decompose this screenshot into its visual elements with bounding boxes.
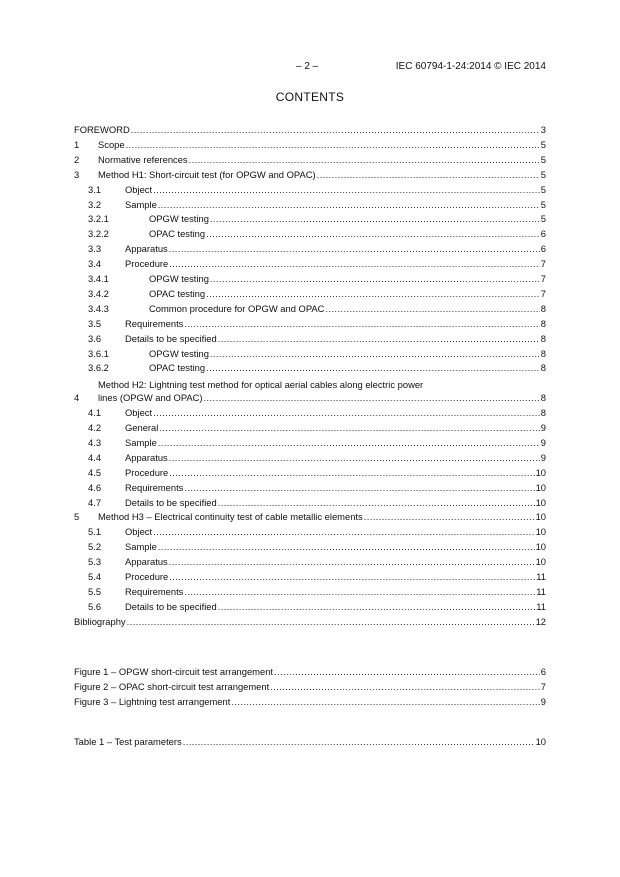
toc-entry-number: 4.7: [88, 496, 102, 508]
toc-entry-number: 5.2: [88, 541, 102, 553]
toc-entry-title: Requirements: [125, 317, 184, 329]
dot-leader: [153, 183, 540, 196]
toc-entry-page: 5: [540, 198, 546, 210]
dot-leader: [169, 242, 540, 255]
toc-entry-title: Scope: [98, 138, 125, 150]
toc-entry-page: 11: [536, 600, 546, 612]
toc-entry[interactable]: [74, 585, 546, 598]
toc-entry-number: 3.6.2: [88, 362, 109, 374]
toc-entry-page: 10: [535, 511, 546, 523]
toc-entry-title: Table 1 – Test parameters: [74, 736, 182, 747]
toc-entry-title: OPAC testing: [149, 362, 206, 374]
toc-entry-number: 4.5: [88, 466, 102, 478]
dot-leader: [204, 391, 540, 404]
dot-leader: [210, 212, 540, 225]
toc-entry-page: 8: [540, 362, 546, 374]
dot-leader: [183, 735, 535, 748]
dot-leader: [153, 406, 540, 419]
toc-entry-number: 3.4: [88, 258, 102, 270]
toc-entry[interactable]: [74, 242, 546, 255]
toc-entry-page: 5: [540, 213, 546, 225]
toc-entry-page: 5: [540, 153, 546, 165]
dot-leader: [126, 138, 540, 151]
dot-leader: [210, 347, 540, 360]
toc-entry-page: 7: [540, 258, 546, 270]
toc-entry-page: 5: [540, 183, 546, 195]
toc-entry-number: 4.3: [88, 436, 102, 448]
toc-entry-title: Sample: [125, 198, 157, 210]
toc-entry-title: Figure 3 – Lightning test arrangement: [74, 695, 231, 707]
toc-entry-title: Apparatus: [125, 451, 168, 463]
table-entry[interactable]: [74, 735, 546, 748]
toc-entry-title: General: [125, 422, 159, 433]
toc-entry-page: 10: [535, 736, 546, 747]
dot-leader: [184, 585, 535, 598]
toc-entry-page: 9: [540, 422, 546, 433]
toc-entry-title: Normative references: [98, 153, 188, 165]
toc-entry-title: OPGW testing: [149, 273, 209, 284]
toc-entry-page: 12: [535, 615, 546, 627]
toc-entry[interactable]: [74, 496, 546, 509]
toc-entry-number: 5.5: [88, 585, 102, 597]
dot-leader: [169, 466, 534, 479]
toc-entry[interactable]: [74, 153, 546, 166]
toc-entry-page: 7: [540, 273, 546, 284]
toc-entry-number: 2: [74, 153, 80, 165]
toc-entry-number: 4: [74, 392, 80, 404]
toc-entry-title: lines (OPGW and OPAC): [98, 392, 203, 404]
dot-leader: [169, 570, 535, 583]
toc-entry[interactable]: [74, 272, 546, 285]
toc-entry-title: Procedure: [125, 466, 169, 478]
toc-entry-page: 8: [540, 317, 546, 329]
toc-entry-number: 3.4.2: [88, 287, 109, 299]
toc-entry-page: 11: [536, 571, 546, 582]
toc-entry[interactable]: [74, 421, 546, 434]
toc-entry-number: 4.1: [88, 407, 102, 419]
toc-entry-title: Figure 2 – OPAC short-circuit test arrangement: [74, 680, 270, 692]
toc-entry-title: Procedure: [125, 258, 169, 270]
toc-entry[interactable]: [74, 287, 546, 300]
toc-entry[interactable]: [74, 227, 546, 240]
toc-entry-title: Requirements: [125, 585, 184, 597]
toc-entry[interactable]: [74, 138, 546, 151]
toc-entry-page: 8: [540, 347, 546, 359]
toc-entry-title: Object: [125, 183, 153, 195]
dot-leader: [325, 302, 539, 315]
toc-entry-number: 5.4: [88, 571, 102, 582]
dot-leader: [231, 695, 539, 708]
toc-entry-title: Details to be specified: [125, 600, 217, 612]
toc-entry-number: 3.2.1: [88, 213, 109, 225]
toc-entry[interactable]: [74, 257, 546, 270]
toc-entry[interactable]: [74, 600, 546, 613]
toc-entry[interactable]: [74, 168, 546, 181]
toc-entry-number: 3.6.1: [88, 347, 109, 359]
page-number: – 2 –: [296, 61, 319, 72]
toc-entry[interactable]: [74, 436, 546, 449]
toc-entry[interactable]: [74, 525, 546, 538]
dot-leader: [274, 665, 540, 678]
toc-entry-page: 7: [540, 680, 546, 692]
toc-entry[interactable]: [74, 212, 546, 225]
toc-entry-number: 5.1: [88, 526, 102, 538]
dot-leader: [159, 421, 539, 434]
toc-entry-page: 10: [535, 526, 546, 538]
toc-entry-title: Apparatus: [125, 556, 168, 568]
dot-leader: [131, 123, 540, 136]
toc-entry-title: Object: [125, 526, 153, 538]
toc-entry-title: Procedure: [125, 571, 169, 582]
toc-entry[interactable]: [74, 451, 546, 464]
toc-entry-number: 1: [74, 138, 80, 150]
toc-entry-title: Method H1: Short-circuit test (for OPGW and OPAC): [98, 168, 316, 180]
dot-leader: [218, 600, 536, 613]
toc-entry-title-line1: Method H2: Lightning test method for optical aerial cables along electric power: [98, 379, 424, 391]
toc-entry-title: OPGW testing: [149, 347, 209, 359]
toc-entry-title: Object: [125, 407, 153, 419]
dot-leader: [189, 153, 540, 166]
toc-entry[interactable]: [74, 317, 546, 330]
contents-title: CONTENTS: [275, 90, 345, 104]
toc-entry-page: 8: [540, 302, 546, 314]
dot-leader: [184, 317, 539, 330]
dot-leader: [317, 168, 540, 181]
toc-entry-title: Common procedure for OPGW and OPAC: [149, 302, 325, 314]
toc-entry-page: 10: [535, 541, 546, 553]
toc-entry-page: 7: [540, 287, 546, 299]
toc-entry[interactable]: [74, 481, 546, 494]
figure-entry[interactable]: [74, 680, 546, 693]
toc-entry[interactable]: [74, 123, 546, 136]
toc-entry-number: 4.4: [88, 451, 102, 463]
toc-entry-page: 6: [540, 666, 546, 677]
dot-leader: [158, 540, 535, 553]
dot-leader: [218, 496, 535, 509]
dot-leader: [218, 332, 540, 345]
toc-entry-title: Details to be specified: [125, 496, 217, 508]
toc-entry[interactable]: [74, 540, 546, 553]
toc-entry-number: 5: [74, 511, 80, 523]
toc-entry[interactable]: [74, 510, 546, 523]
dot-leader: [184, 481, 534, 494]
toc-entry-page: 5: [540, 138, 546, 150]
toc-entry-title: Bibliography: [74, 615, 126, 627]
toc-entry-title: OPAC testing: [149, 287, 206, 299]
toc-entry-page: 8: [540, 332, 546, 344]
toc-entry-number: 3.3: [88, 243, 102, 255]
toc-entry[interactable]: [74, 615, 546, 628]
toc-entry-title: Sample: [125, 541, 157, 553]
toc-entry-number: 5.3: [88, 556, 102, 568]
toc-entry-title: Requirements: [125, 481, 184, 493]
toc-entry-page: 9: [540, 695, 546, 707]
toc-entry-number: 5.6: [88, 600, 102, 612]
toc-entry-title: OPGW testing: [149, 213, 209, 225]
document-reference: IEC 60794-1-24:2014 © IEC 2014: [395, 61, 546, 72]
toc-entry-number: 4.6: [88, 481, 102, 493]
toc-entry[interactable]: [74, 332, 546, 345]
toc-entry-page: 5: [540, 168, 546, 180]
toc-entry-title: Apparatus: [125, 243, 168, 255]
toc-entry-number: 4.2: [88, 422, 102, 433]
toc-entry-number: 3.1: [88, 183, 102, 195]
toc-entry[interactable]: [74, 570, 546, 583]
dot-leader: [169, 257, 540, 270]
toc-entry-number: 3.4.3: [88, 302, 109, 314]
toc-entry[interactable]: [74, 347, 546, 360]
page-header: [74, 61, 546, 75]
dot-leader: [206, 227, 540, 240]
figure-entry[interactable]: [74, 695, 546, 708]
toc-entry-number: 3.2.2: [88, 228, 109, 240]
dot-leader: [153, 525, 534, 538]
dot-leader: [169, 555, 535, 568]
toc-entry-page: 9: [540, 451, 546, 463]
dot-leader: [270, 680, 540, 693]
toc-entry-page: 10: [535, 481, 546, 493]
dot-leader: [210, 272, 540, 285]
toc-entry[interactable]: [74, 555, 546, 568]
toc-entry-page: 11: [536, 585, 546, 597]
dot-leader: [364, 510, 535, 523]
toc-entry[interactable]: [74, 302, 546, 315]
toc-entry-title: Details to be specified: [125, 332, 217, 344]
toc-entry[interactable]: [74, 379, 546, 404]
toc-entry-page: 8: [540, 407, 546, 419]
toc-entry-page: 9: [540, 436, 546, 448]
dot-leader: [206, 287, 540, 300]
toc-entry-page: 6: [540, 243, 546, 255]
toc-entry[interactable]: [74, 183, 546, 196]
toc-entry[interactable]: [74, 198, 546, 211]
toc-entry-number: 3.6: [88, 332, 102, 344]
dot-leader: [158, 436, 540, 449]
toc-entry-title: Figure 1 – OPGW short-circuit test arrangement: [74, 666, 274, 677]
toc-entry-number: 3: [74, 168, 80, 180]
toc-entry-number: 3.5: [88, 317, 102, 329]
toc-entry-page: 10: [535, 556, 546, 568]
toc-entry[interactable]: [74, 361, 546, 374]
toc-entry-page: 3: [540, 124, 546, 135]
dot-leader: [127, 615, 535, 628]
toc-entry-page: 10: [535, 466, 546, 478]
toc-entry-number: 3.4.1: [88, 273, 109, 284]
toc-entry[interactable]: [74, 466, 546, 479]
dot-leader: [206, 361, 540, 374]
toc-entry-title: Method H3 – Electrical continuity test of cable metallic elements: [98, 511, 363, 523]
toc-entry-number: 3.2: [88, 198, 102, 210]
toc-entry[interactable]: [74, 406, 546, 419]
dot-leader: [158, 198, 540, 211]
figure-entry[interactable]: [74, 665, 546, 678]
toc-entry-page: 8: [540, 392, 546, 404]
dot-leader: [169, 451, 540, 464]
toc-entry-title: Sample: [125, 436, 157, 448]
toc-entry-page: 10: [535, 496, 546, 508]
toc-entry-title: FOREWORD: [74, 124, 130, 135]
toc-entry-title: OPAC testing: [149, 228, 206, 240]
toc-entry-page: 6: [540, 228, 546, 240]
